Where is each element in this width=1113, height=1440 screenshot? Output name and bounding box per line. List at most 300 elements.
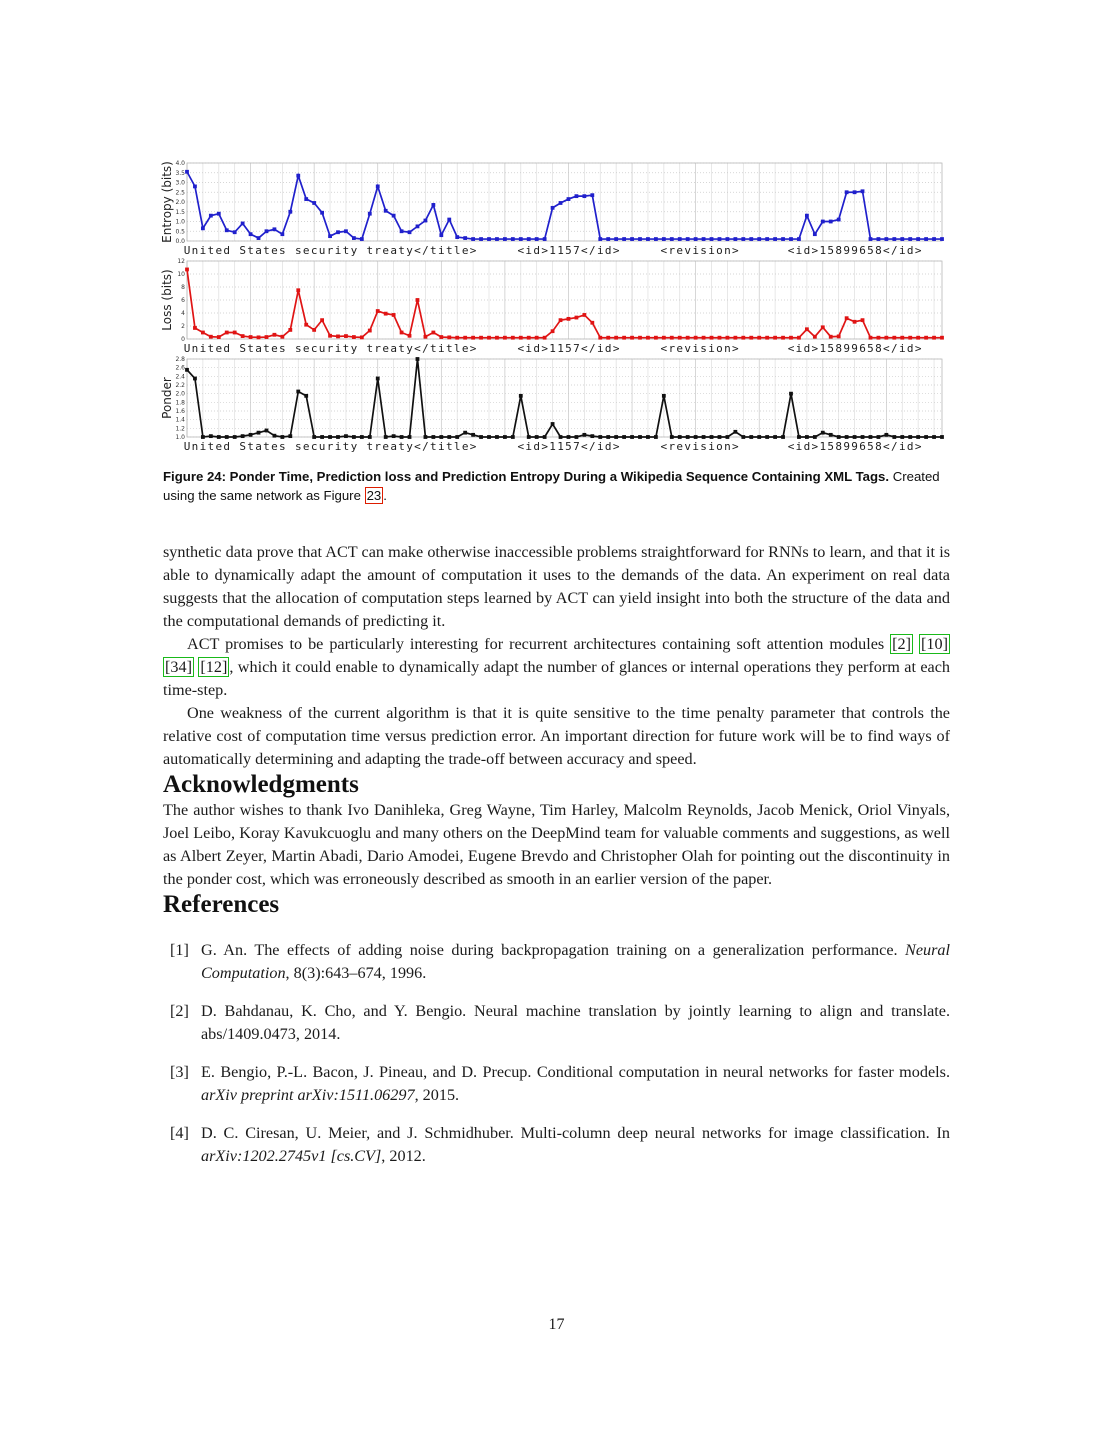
svg-text:1: 1 [549,342,556,355]
loss-y-axis-label: Loss (bits) [160,269,174,331]
svg-text:2.4: 2.4 [175,373,185,381]
svg-text:0.0: 0.0 [175,238,185,245]
svg-text:t: t [342,342,350,355]
svg-text:i: i [708,440,715,453]
citation-link[interactable]: [2] [892,635,912,653]
svg-text:5: 5 [867,244,874,257]
svg-text:>: > [541,342,548,355]
svg-text:r: r [326,440,334,453]
svg-text:<: < [581,440,588,453]
reference-text [201,1063,950,1104]
svg-text:1: 1 [557,440,564,453]
svg-text:e: e [676,244,684,257]
svg-text:>: > [914,342,922,355]
svg-text:U: U [183,440,191,453]
svg-text:>: > [469,342,477,355]
svg-text:l: l [453,244,461,257]
svg-text:1: 1 [557,342,564,355]
svg-text:6: 6 [859,244,866,257]
svg-text:d: d [906,342,914,355]
svg-text:i: i [438,440,445,453]
svg-text:/: / [589,244,596,257]
svg-text:1: 1 [819,440,827,453]
svg-text:1.0: 1.0 [175,218,185,226]
svg-text:y: y [406,342,413,355]
svg-text:o: o [716,440,723,453]
svg-text:8: 8 [835,440,842,453]
svg-text:e: e [302,244,310,257]
svg-text:8: 8 [875,244,882,257]
reference-item-1 [163,939,950,985]
svg-text:/: / [589,342,596,355]
reference-number: [3] [170,1063,189,1081]
svg-text:t: t [263,342,270,355]
svg-text:<: < [660,342,668,355]
text-run: G. An. The effects of adding noise during backpropagation training on a generalization performance. [201,941,906,959]
svg-text:i: i [692,440,699,453]
svg-text:<: < [581,244,588,257]
svg-text:i: i [438,342,445,355]
acknowledgments-text: The author wishes to thank Ivo Danihleka, Greg Wayne, Tim Harley, Malcolm Reynolds, Jacob Menick, Oriol Vinyals, Joel Leibo, Koray Kavukcuoglu and many others on the DeepMind team for valuable comments and suggestions, as well as Albert Zeyer, Martin Abadi, Dario Amodei, Eugene Brevdo and Christopher Olah for pointing out the discontinuity in the ponder cost, which was erroneously described as smooth in an earlier version of the paper. [163,801,950,888]
svg-text:y: y [350,342,358,355]
text-run: E. Bengio, P.-L. Bacon, J. Pineau, and D. Precup. Conditional computation in neural networks for faster models. [201,1063,950,1081]
svg-text:t: t [445,342,453,355]
svg-text:i: i [525,342,533,355]
svg-text:/: / [422,440,429,453]
svg-text:2.6: 2.6 [175,364,185,372]
text-run: ACT promises to be particularly interesting for recurrent architectures containing soft attention modules [187,635,891,653]
svg-text:>: > [811,440,819,453]
svg-text:i: i [692,342,699,355]
svg-text:s: s [294,342,302,355]
svg-text:e: e [302,440,310,453]
svg-text:d: d [906,244,914,257]
svg-text:S: S [239,440,246,453]
svg-text:i: i [708,342,715,355]
reference-text [201,1124,950,1165]
svg-text:i: i [525,440,533,453]
svg-text:t: t [366,440,374,453]
bold-text: Figure 24: Ponder Time, Prediction loss and Prediction Entropy During a Wikipedia Sequence Containing XML Tags. [163,469,890,484]
svg-text:l: l [453,342,461,355]
references-heading: References [163,891,280,918]
svg-text:c: c [310,244,318,257]
svg-text:1: 1 [819,342,827,355]
svg-text:/: / [589,440,596,453]
svg-text:8: 8 [835,244,842,257]
text-run: , 2015. [414,1086,460,1104]
svg-text:i: i [199,244,207,257]
svg-text:o: o [716,342,723,355]
svg-text:d: d [533,244,540,257]
svg-text:12: 12 [177,258,185,265]
svg-text:i: i [334,244,342,257]
svg-text:i: i [795,342,803,355]
svg-text:i: i [596,440,604,453]
svg-text:U: U [183,244,191,257]
text-run: D. Bahdanau, K. Cho, and Y. Bengio. Neural machine translation by jointly learning to align and translate. abs/1409.0473, 2014. [201,1002,950,1043]
svg-text:e: e [215,440,223,453]
svg-text:t: t [430,244,437,257]
svg-text:>: > [732,440,739,453]
svg-text:l: l [453,440,461,453]
loss-y-axis-title [160,258,174,356]
svg-text:i: i [898,342,906,355]
svg-text:>: > [914,440,922,453]
loss-chart-row [160,258,950,356]
svg-text:d: d [223,342,231,355]
svg-text:v: v [684,342,691,355]
svg-text:1: 1 [819,244,827,257]
svg-text:t: t [247,342,254,355]
svg-text:2.0: 2.0 [175,390,185,398]
svg-text:r: r [374,440,382,453]
svg-text:8: 8 [875,440,882,453]
svg-text:<: < [787,342,795,355]
svg-text:t: t [263,440,270,453]
reference-item-3 [163,1061,950,1107]
svg-text:r: r [668,440,676,453]
svg-text:i: i [525,244,533,257]
svg-text:<: < [414,342,421,355]
svg-text:e: e [382,342,389,355]
text-run: , 8(3):643–674, 1996. [285,964,427,982]
svg-text:8: 8 [835,342,842,355]
svg-text:2.2: 2.2 [175,382,185,389]
svg-text:8: 8 [875,342,882,355]
svg-text:8: 8 [181,284,185,291]
svg-text:d: d [533,440,540,453]
svg-text:1.6: 1.6 [175,408,185,415]
svg-text:1.8: 1.8 [175,399,185,407]
svg-text:t: t [207,342,215,355]
loss-plot [168,258,950,356]
svg-text:c: c [310,440,318,453]
svg-text:5: 5 [565,244,572,257]
svg-text:d: d [803,244,811,257]
svg-text:/: / [422,244,429,257]
svg-text:9: 9 [843,342,850,355]
svg-text:s: s [700,244,707,257]
svg-text:6: 6 [181,297,185,304]
svg-text:u: u [318,342,326,355]
svg-text:n: n [191,244,199,257]
paragraph-act-promises [163,633,950,702]
svg-text:n: n [191,440,199,453]
svg-text:r: r [326,342,334,355]
svg-text:2.8: 2.8 [175,356,185,363]
svg-text:y: y [406,244,413,257]
text-run: Created using the same network as Figure [163,469,940,503]
svg-text:t: t [366,244,374,257]
svg-text:0.5: 0.5 [175,228,185,236]
svg-text:/: / [422,342,429,355]
svg-text:t: t [430,342,437,355]
svg-text:d: d [803,440,811,453]
svg-text:1.4: 1.4 [175,416,185,424]
svg-text:y: y [350,440,358,453]
svg-text:9: 9 [851,342,858,355]
svg-text:<: < [517,342,525,355]
svg-text:5: 5 [565,440,572,453]
ponder-plot [168,356,950,454]
svg-text:<: < [517,244,525,257]
svg-text:d: d [604,244,612,257]
svg-text:5: 5 [827,342,835,355]
svg-text:S: S [239,342,246,355]
citation-link[interactable]: [34] [165,658,192,676]
svg-text:2: 2 [181,323,185,330]
figure-caption [163,467,950,505]
svg-text:a: a [390,342,397,355]
svg-text:2.0: 2.0 [175,199,185,206]
svg-text:i: i [795,440,803,453]
entropy-plot [168,160,950,258]
svg-text:i: i [692,244,699,257]
svg-text:y: y [406,440,413,453]
svg-text:i: i [898,440,906,453]
svg-text:i: i [334,440,342,453]
svg-text:d: d [223,440,231,453]
ponder-chart-row [160,356,950,454]
svg-text:9: 9 [843,244,850,257]
svg-text:9: 9 [851,440,858,453]
svg-text:r: r [326,244,334,257]
svg-text:i: i [199,440,207,453]
svg-text:a: a [390,440,397,453]
svg-text:5: 5 [827,440,835,453]
italic-text: Neural Computation [201,941,950,982]
svg-text:n: n [724,244,731,257]
svg-text:a: a [390,244,397,257]
reference-number: [2] [170,1002,189,1020]
svg-text:5: 5 [867,342,874,355]
svg-text:<: < [414,244,421,257]
svg-text:d: d [533,342,540,355]
svg-text:4.0: 4.0 [175,160,185,167]
svg-text:t: t [445,244,453,257]
svg-text:e: e [302,342,310,355]
svg-text:i: i [334,342,342,355]
svg-text:<: < [517,440,525,453]
text-run: D. C. Ciresan, U. Meier, and J. Schmidhuber. Multi-column deep neural networks for image classification. In [201,1124,950,1142]
page-number: 17 [548,1316,565,1333]
svg-text:>: > [612,342,620,355]
svg-text:2.5: 2.5 [175,189,185,197]
svg-text:o: o [716,244,723,257]
svg-text:e: e [271,342,278,355]
svg-text:t: t [247,440,254,453]
svg-text:t: t [398,244,405,257]
svg-text:d: d [604,440,612,453]
svg-text:a: a [255,342,262,355]
svg-text:7: 7 [573,244,580,257]
svg-text:<: < [787,440,795,453]
reference-text [201,941,950,982]
svg-text:>: > [612,244,620,257]
svg-text:t: t [207,440,215,453]
reference-number: [1] [170,941,189,959]
svg-text:>: > [469,244,477,257]
svg-text:r: r [668,342,676,355]
svg-text:S: S [239,244,246,257]
svg-text:n: n [191,342,199,355]
svg-text:U: U [183,342,191,355]
svg-text:>: > [541,244,548,257]
svg-text:<: < [787,244,795,257]
svg-text:1: 1 [549,244,556,257]
svg-text:/: / [891,440,898,453]
svg-text:<: < [660,244,668,257]
svg-text:1.5: 1.5 [175,208,185,216]
svg-text:t: t [247,244,254,257]
svg-text:7: 7 [573,440,580,453]
svg-text:s: s [279,342,286,355]
svg-text:e: e [461,342,469,355]
ponder-y-axis-title [160,356,174,454]
svg-text:>: > [732,244,739,257]
italic-text: arXiv preprint arXiv:1511.06297 [201,1086,415,1104]
svg-text:5: 5 [565,342,572,355]
svg-text:t: t [445,440,453,453]
svg-text:0: 0 [181,336,185,343]
svg-text:e: e [461,440,469,453]
reference-text [201,1002,950,1043]
svg-text:1: 1 [549,440,556,453]
svg-text:1: 1 [557,244,564,257]
svg-text:<: < [581,342,588,355]
text-run: , which it could enable to dynamically adapt the number of glances or internal operations they perform at each time-step. [163,658,950,699]
svg-text:e: e [676,342,684,355]
svg-text:<: < [660,440,668,453]
svg-text:d: d [803,342,811,355]
svg-text:n: n [724,440,731,453]
svg-text:t: t [207,244,215,257]
svg-text:10: 10 [177,271,185,278]
svg-text:5: 5 [867,440,874,453]
svg-text:e: e [271,440,278,453]
svg-text:7: 7 [573,342,580,355]
svg-text:5: 5 [827,244,835,257]
svg-text:>: > [811,342,819,355]
svg-text:d: d [223,244,231,257]
reference-list [163,939,950,1168]
text-run: , 2012. [381,1147,426,1165]
svg-text:>: > [732,342,739,355]
svg-text:>: > [541,440,548,453]
svg-text:t: t [263,244,270,257]
svg-text:s: s [700,342,707,355]
svg-text:9: 9 [851,244,858,257]
svg-text:u: u [318,440,326,453]
svg-text:n: n [724,342,731,355]
entropy-y-axis-title [160,160,174,258]
svg-text:r: r [668,244,676,257]
citation-link[interactable]: [10] [921,635,948,653]
svg-text:i: i [898,244,906,257]
svg-text:c: c [310,342,318,355]
svg-text:<: < [414,440,421,453]
svg-text:i: i [708,244,715,257]
svg-text:t: t [366,342,374,355]
citation-link[interactable]: [12] [200,658,228,676]
italic-text: arXiv:1202.2745v1 [cs.CV] [201,1147,382,1165]
svg-text:s: s [700,440,707,453]
svg-text:t: t [398,342,405,355]
reference-number: [4] [170,1124,189,1142]
svg-text:e: e [271,244,278,257]
svg-text:3.0: 3.0 [175,179,185,187]
svg-text:u: u [318,244,326,257]
svg-text:a: a [255,244,262,257]
figure-24-charts [160,160,950,454]
reference-item-4 [163,1122,950,1168]
svg-text:s: s [294,244,302,257]
svg-text:d: d [604,342,612,355]
paragraph-synthetic-data: synthetic data prove that ACT can make otherwise inaccessible problems straightforward for RNNs to learn, and that it is able to dynamically adapt the amount of computation it uses to the demands of the data. An experiment on real data suggests that the allocation of computation steps learned by ACT can yield insight into both the structure of the data and the computational demands of predicting it. [163,543,950,630]
ponder-y-axis-label: Ponder [160,377,174,419]
text-run: . [383,488,387,503]
svg-text:s: s [279,244,286,257]
svg-text:<: < [883,244,890,257]
svg-text:6: 6 [859,342,866,355]
svg-text:t: t [342,440,350,453]
entropy-y-axis-label: Entropy (bits) [160,161,174,243]
svg-text:d: d [906,440,914,453]
svg-text:v: v [684,440,691,453]
svg-text:t: t [398,440,405,453]
paragraph-one-weakness: One weakness of the current algorithm is that it is quite sensitive to the time penalty parameter that controls the relative cost of computation time versus prediction error. An important direction for future work will be to find ways of automatically determining and adapting the trade-off between accuracy and speed. [163,704,950,768]
svg-text:i: i [199,342,207,355]
svg-text:9: 9 [843,440,850,453]
svg-text:t: t [342,244,350,257]
svg-text:e: e [382,244,389,257]
svg-text:s: s [294,440,302,453]
reference-item-2 [163,1000,950,1046]
svg-text:3.5: 3.5 [175,169,185,177]
svg-text:i: i [795,244,803,257]
svg-text:a: a [255,440,262,453]
svg-text:/: / [891,244,898,257]
svg-text:s: s [279,440,286,453]
svg-text:<: < [883,440,890,453]
page-content [160,0,950,1183]
svg-text:i: i [596,342,604,355]
svg-text:e: e [382,440,389,453]
svg-text:i: i [438,244,445,257]
svg-text:>: > [612,440,620,453]
svg-text:1.2: 1.2 [175,425,185,433]
svg-text:>: > [914,244,922,257]
svg-text:6: 6 [859,440,866,453]
figure-reference-link[interactable]: 23 [366,488,382,503]
svg-text:/: / [891,342,898,355]
svg-text:>: > [811,244,819,257]
svg-text:e: e [461,244,469,257]
entropy-chart-row [160,160,950,258]
svg-text:t: t [430,440,437,453]
svg-text:y: y [350,244,358,257]
body-text [163,541,950,771]
svg-text:v: v [684,244,691,257]
svg-text:r: r [374,244,382,257]
svg-text:1.0: 1.0 [175,434,185,441]
svg-text:i: i [596,244,604,257]
acknowledgments-heading: Acknowledgments [163,771,359,798]
svg-text:4: 4 [181,310,185,317]
svg-text:e: e [676,440,684,453]
svg-text:>: > [469,440,477,453]
